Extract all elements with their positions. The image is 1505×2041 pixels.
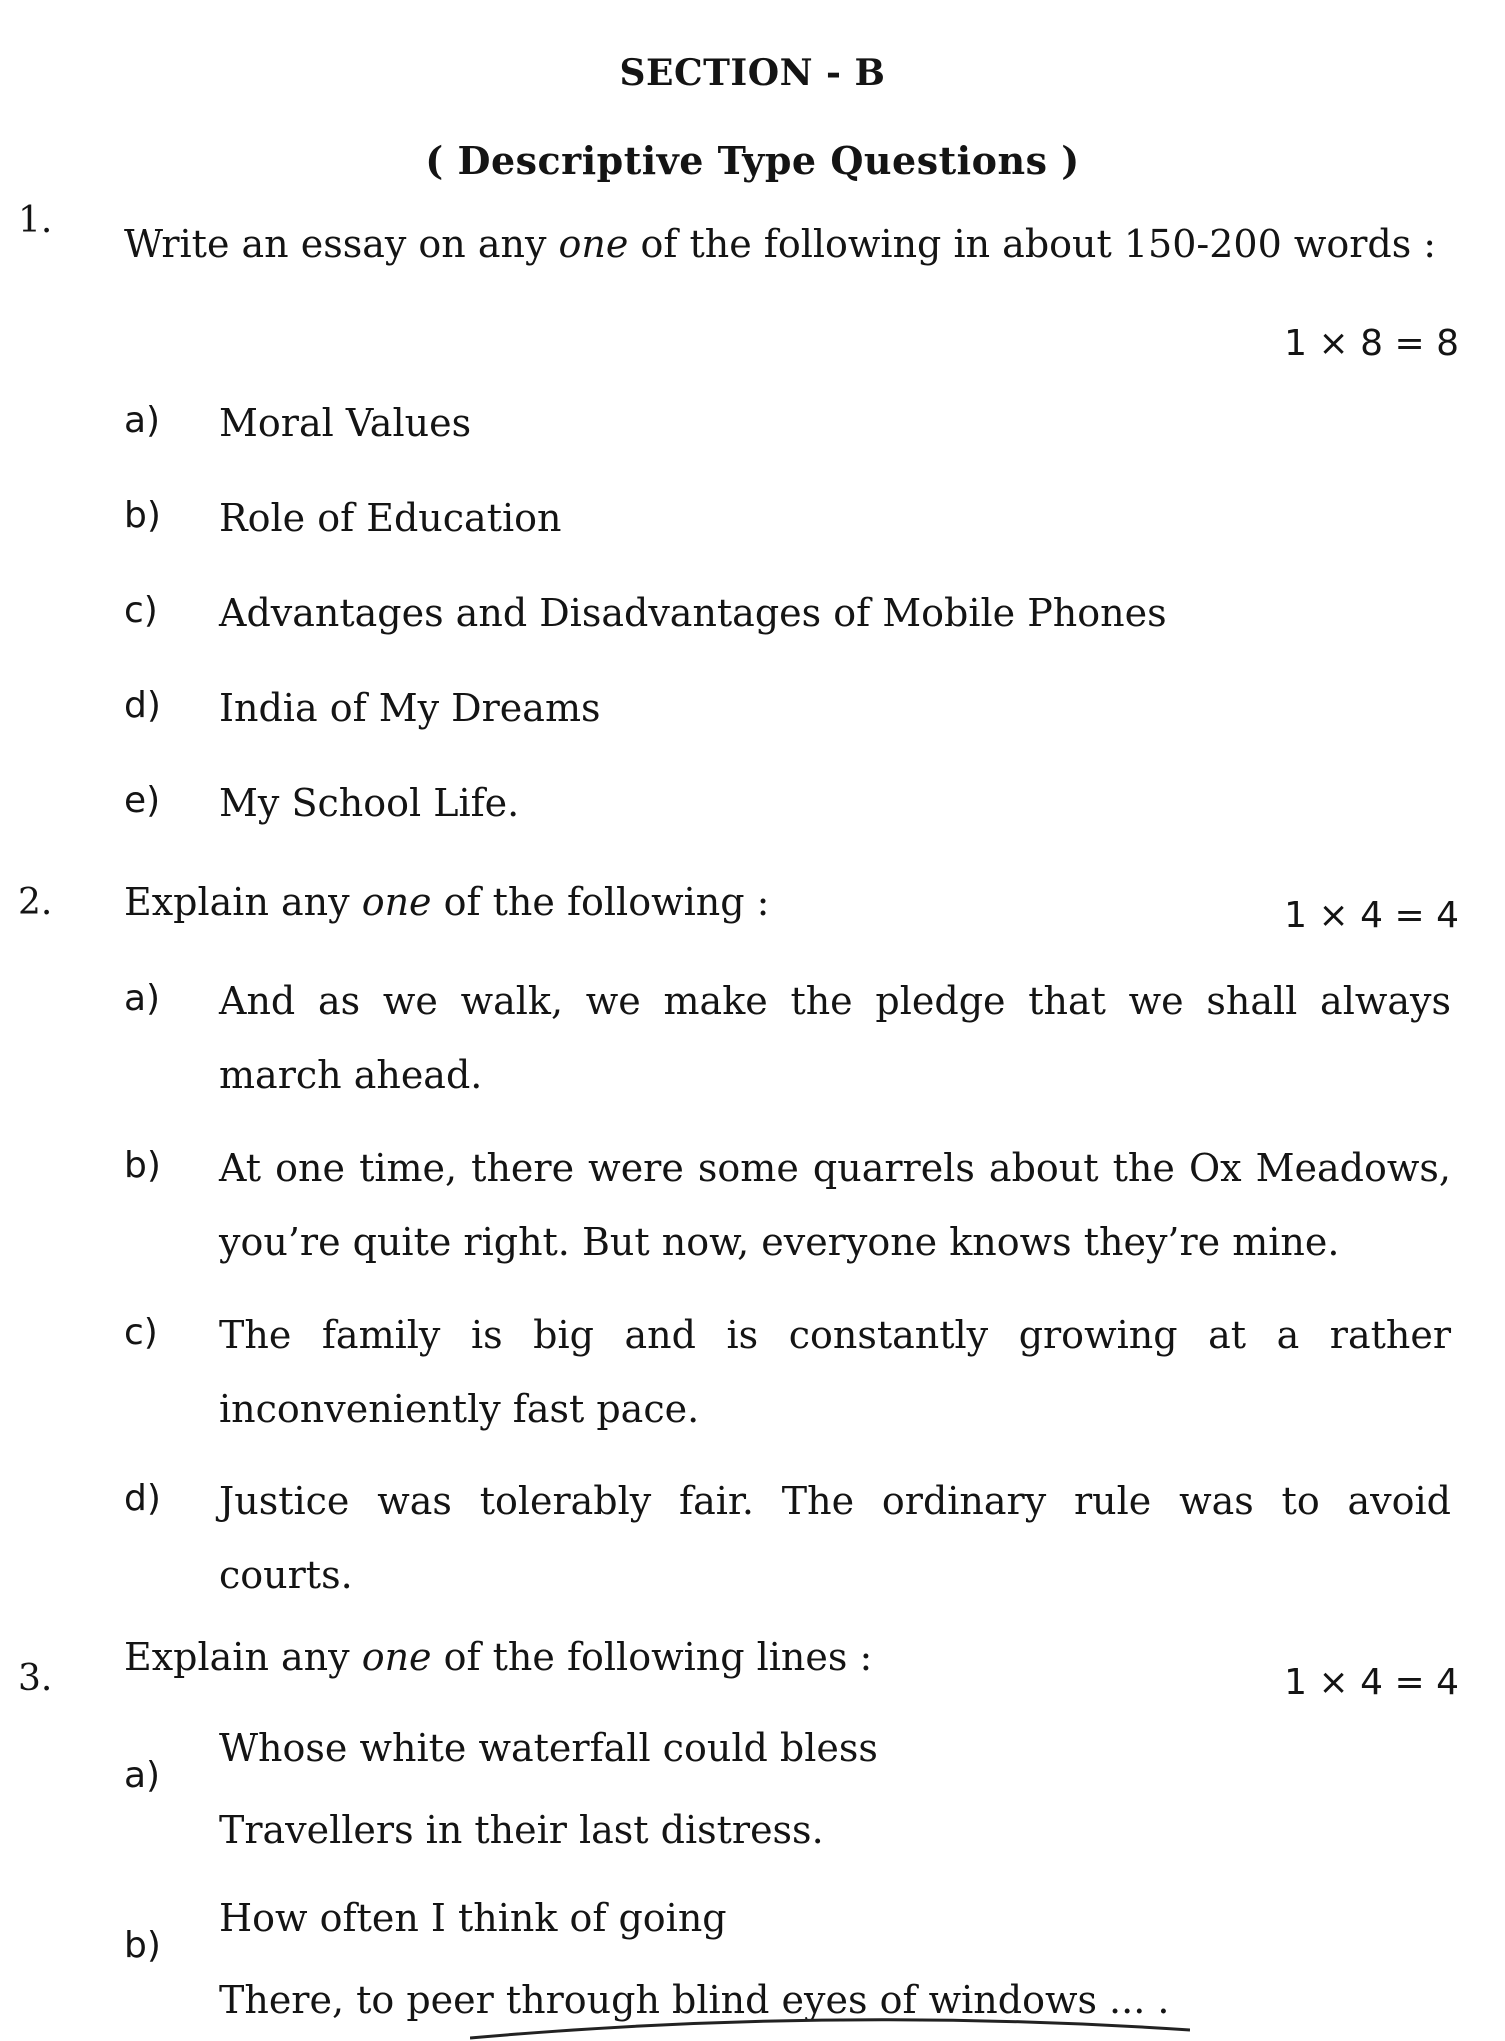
- question-2-text: [124, 880, 769, 924]
- question-1-text-after: of the following in about 150-200 words :: [628, 222, 1437, 266]
- option-text: My School Life.: [219, 781, 520, 825]
- option-label: b): [124, 495, 161, 536]
- poem-line-1: How often I think of going: [219, 1896, 727, 1940]
- option-text: Advantages and Disadvantages of Mobile Phones: [219, 591, 1167, 635]
- question-1-marks: 1 × 8 = 8: [1284, 323, 1459, 364]
- question-2-marks: 1 × 4 = 4: [1284, 895, 1459, 936]
- option-label: b): [124, 1145, 161, 1186]
- option-label: a): [124, 400, 161, 441]
- option-label: a): [124, 978, 161, 1019]
- question-3-number: 3.: [18, 1658, 53, 1699]
- question-1-text-before: Write an essay on any: [124, 222, 559, 266]
- question-3-text: [124, 1635, 872, 1679]
- question-2-text-before: Explain any: [124, 880, 362, 924]
- option-label: a): [124, 1755, 161, 1796]
- question-3-marks: 1 × 4 = 4: [1284, 1662, 1459, 1703]
- page-edge-curve: [470, 2010, 1190, 2040]
- option-label: e): [124, 780, 161, 821]
- question-1-text: [124, 222, 1436, 266]
- question-3-text-emph: one: [361, 1635, 432, 1679]
- option-text: And as we walk, we make the pledge that we shall always march ahead.: [219, 979, 1451, 1097]
- question-1-number: 1.: [18, 200, 53, 241]
- question-2-number: 2.: [18, 882, 53, 923]
- question-2-text-after: of the following :: [431, 880, 770, 924]
- question-3-text-after: of the following lines :: [431, 1635, 873, 1679]
- option-text: India of My Dreams: [219, 686, 601, 730]
- question-2-text-emph: one: [361, 880, 432, 924]
- option-text: The family is big and is constantly growing at a rather inconveniently fast pace.: [219, 1313, 1451, 1431]
- option-text: Role of Education: [219, 496, 562, 540]
- option-text: Moral Values: [219, 401, 472, 445]
- option-label: d): [124, 685, 161, 726]
- question-3-text-before: Explain any: [124, 1635, 362, 1679]
- section-title: SECTION - B: [619, 52, 886, 94]
- option-text: [219, 1707, 1451, 1871]
- poem-line-2: Travellers in their last distress.: [219, 1808, 824, 1852]
- section-subtitle: ( Descriptive Type Questions ): [425, 138, 1080, 183]
- option-label: c): [124, 1312, 158, 1353]
- poem-line-1: Whose white waterfall could bless: [219, 1726, 878, 1770]
- poem-line-2: There, to peer through blind eyes of windows ... .: [219, 1978, 1170, 2022]
- option-label: d): [124, 1478, 161, 1519]
- option-label: c): [124, 590, 158, 631]
- option-label: b): [124, 1925, 161, 1966]
- option-text: Justice was tolerably fair. The ordinary rule was to avoid courts.: [219, 1479, 1451, 1597]
- question-1-text-emph: one: [558, 222, 629, 266]
- option-text: At one time, there were some quarrels about the Ox Meadows, you’re quite right. But now, everyone knows they’re mine.: [219, 1146, 1451, 1264]
